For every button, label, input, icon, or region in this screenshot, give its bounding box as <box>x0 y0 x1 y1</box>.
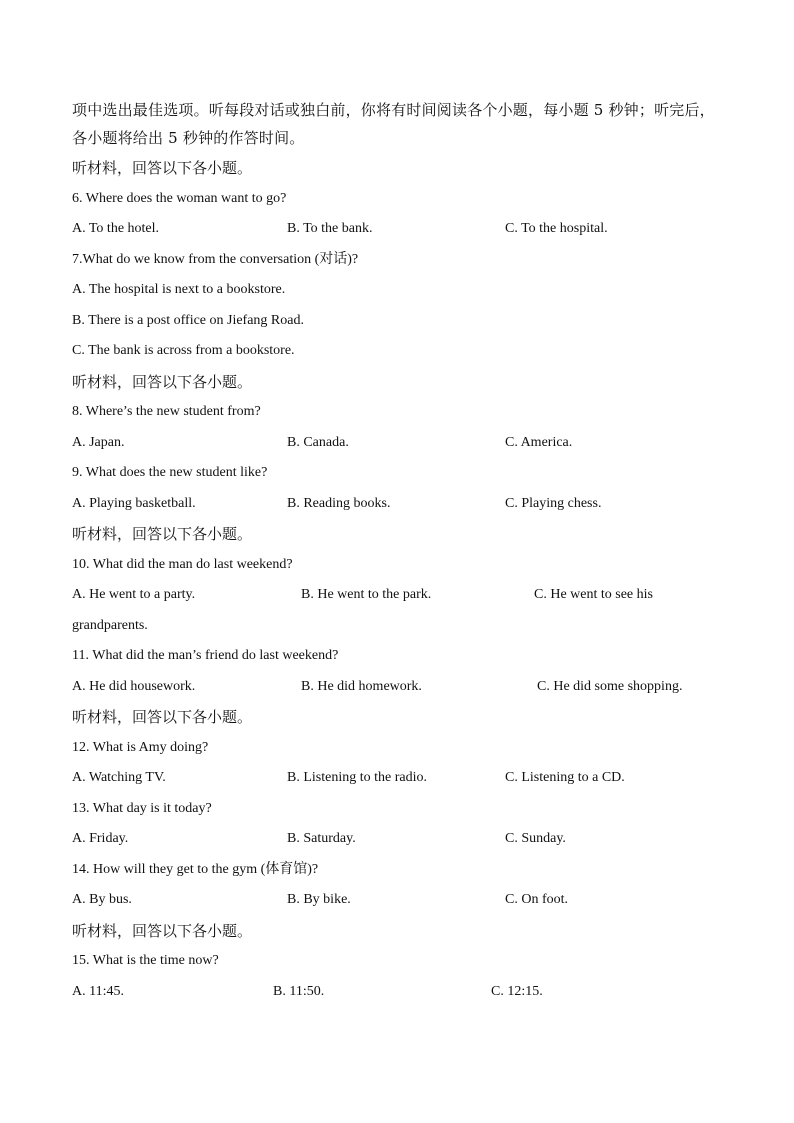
option-c: C. On foot. <box>505 892 568 907</box>
option-b: B. He did homework. <box>301 678 422 694</box>
section-label: 听材料，回答以下各小题。 <box>72 708 253 726</box>
option-b: B. To the bank. <box>287 221 373 236</box>
option-b: B. Reading books. <box>287 495 391 511</box>
question-12: 12. What is Amy doing? <box>72 739 209 755</box>
option-a: A. He did housework. <box>72 678 196 694</box>
question-15-options <box>72 977 752 1008</box>
instructions-line-1: 项中选出最佳选项。听每段对话或独白前，你将有时间阅读各个小题，每小题 5 秒钟；听完后， <box>72 101 715 119</box>
question-9: 9. What does the new student like? <box>72 465 268 480</box>
section-label: 听材料，回答以下各小题。 <box>72 159 253 177</box>
option-b: B. Listening to the radio. <box>287 770 427 785</box>
option-c: C. He did some shopping. <box>537 678 683 694</box>
option-c: C. Listening to a CD. <box>505 770 625 785</box>
option-c: C. The bank is across from a bookstore. <box>72 343 295 358</box>
option-c-continuation: grandparents. <box>72 617 148 633</box>
question-12-options <box>72 763 752 794</box>
option-b: B. 11:50. <box>273 983 325 999</box>
option-a: A. He went to a party. <box>72 587 196 602</box>
option-a: A. Japan. <box>72 434 125 450</box>
option-a: A. By bus. <box>72 892 132 907</box>
question-14: 14. How will they get to the gym (体育馆)? <box>72 861 319 877</box>
option-c: C. Sunday. <box>505 831 566 846</box>
option-c: C. He went to see his <box>534 587 653 602</box>
option-b: B. By bike. <box>287 892 351 907</box>
option-a: A. The hospital is next to a bookstore. <box>72 282 286 297</box>
section-label: 听材料，回答以下各小题。 <box>72 525 253 543</box>
question-7: 7.What do we know from the conversation (对话)? <box>72 251 359 267</box>
question-14-options <box>72 885 752 916</box>
option-a: A. Friday. <box>72 831 129 846</box>
question-8: 8. Where’s the new student from? <box>72 404 261 419</box>
option-c: C. To the hospital. <box>505 221 608 236</box>
question-15: 15. What is the time now? <box>72 953 219 968</box>
option-a: A. 11:45. <box>72 983 124 999</box>
option-b: B. He went to the park. <box>301 587 432 602</box>
question-10-options <box>72 580 752 611</box>
question-11: 11. What did the man’s friend do last weekend? <box>72 648 339 663</box>
option-b: B. Canada. <box>287 434 349 450</box>
section-label: 听材料，回答以下各小题。 <box>72 921 253 940</box>
option-c: C. America. <box>505 434 573 450</box>
instructions-line-2: 各小题将给出 5 秒钟的作答时间。 <box>72 129 305 147</box>
question-13: 13. What day is it today? <box>72 800 212 816</box>
question-10: 10. What did the man do last weekend? <box>72 556 293 572</box>
question-6: 6. Where does the woman want to go? <box>72 190 287 206</box>
option-a: A. Watching TV. <box>72 770 166 785</box>
question-6-options <box>72 214 752 245</box>
option-a: A. To the hotel. <box>72 221 160 236</box>
question-11-options <box>72 672 752 703</box>
question-9-options <box>72 489 752 520</box>
option-b: B. There is a post office on Jiefang Road. <box>72 312 304 328</box>
question-8-options <box>72 428 752 459</box>
question-13-options <box>72 824 752 855</box>
section-label: 听材料，回答以下各小题。 <box>72 372 253 391</box>
document-page <box>72 96 752 1007</box>
option-c: C. 12:15. <box>491 983 543 999</box>
instructions <box>72 96 752 152</box>
option-a: A. Playing basketball. <box>72 495 196 511</box>
option-c: C. Playing chess. <box>505 495 602 511</box>
option-b: B. Saturday. <box>287 831 356 846</box>
